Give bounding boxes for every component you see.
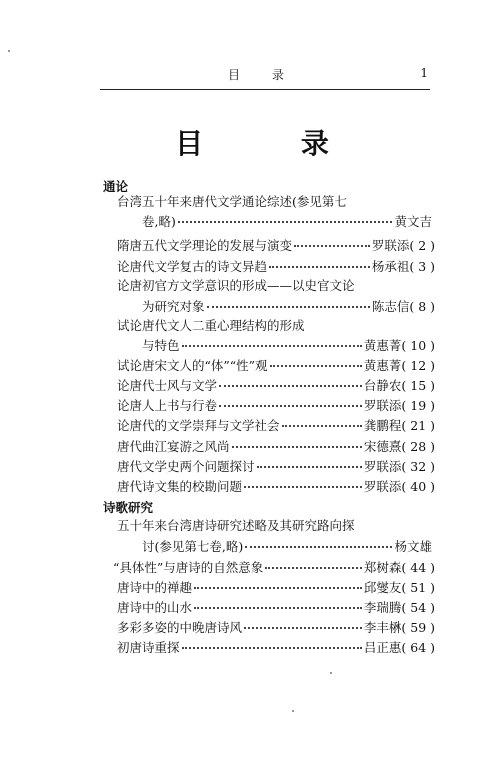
toc-entry-author: 郑树森( 44 ) [363, 560, 435, 575]
leader-dots [219, 385, 362, 387]
leader-dots [269, 266, 370, 268]
scan-speck [8, 50, 10, 52]
toc-entry[interactable] [117, 257, 435, 277]
toc-entry-title: 试论唐宋文人的“体”“性”观 [117, 358, 268, 373]
toc-entry[interactable] [117, 457, 435, 477]
leader-dots [182, 345, 362, 347]
toc-entry[interactable] [117, 638, 435, 658]
toc-entry[interactable] [117, 236, 435, 256]
leader-dots [194, 607, 362, 609]
leader-dots [182, 647, 362, 649]
running-header-title: 目 录 [228, 68, 298, 82]
toc-entry[interactable] [117, 356, 435, 376]
page-title: 目 录 [175, 127, 373, 160]
leader-dots [265, 567, 362, 569]
toc-entry-line1: 五十年来台湾唐诗研究述略及其研究路向探 [117, 518, 355, 533]
toc-entry-title: 唐代诗文集的校勘问题 [117, 479, 243, 494]
toc-entry[interactable] [117, 437, 435, 457]
leader-dots [219, 405, 362, 407]
leader-dots [245, 546, 392, 548]
toc-entry-title: 唐代曲江宴游之风尚 [117, 439, 230, 454]
toc-entry-author: 杨文雄 [394, 539, 432, 554]
toc-entry-line1: 台湾五十年来唐代文学通论综述(参见第七 [117, 194, 347, 209]
leader-dots [207, 306, 370, 308]
toc-entry-author: 李丰楙( 59 ) [363, 620, 435, 635]
leader-dots [232, 446, 362, 448]
page-number: 1 [420, 66, 428, 80]
toc-entry-author: 罗联添( 2 ) [371, 238, 435, 253]
toc-entry-author: 邱燮友( 51 ) [363, 580, 435, 595]
toc-entry-author: 吕正惠( 64 ) [363, 640, 435, 655]
toc-entry-title: 为研究对象 [142, 299, 205, 314]
leader-dots [244, 627, 362, 629]
toc-entry-title: 隋唐五代文学理论的发展与演变 [117, 238, 293, 253]
toc-entry-title: 讨(参见第七卷,略) [142, 539, 244, 554]
leader-dots [257, 466, 362, 468]
toc-entry-title: 论唐代文学复古的诗文异趋 [117, 259, 268, 274]
toc-entry[interactable] [117, 416, 435, 436]
toc-entry-author: 宋德熹( 28 ) [363, 439, 435, 454]
toc-entry[interactable] [117, 618, 435, 638]
toc-entry-title: 唐诗中的山水 [117, 600, 193, 615]
leader-dots [178, 221, 393, 223]
toc-entry-line1: 论唐初官方文学意识的形成——以史官文论 [117, 278, 355, 293]
toc-entry[interactable] [117, 578, 435, 598]
toc-entry[interactable] [117, 598, 435, 618]
leader-dots [270, 365, 362, 367]
toc-entry-line1: 试论唐代文人二重心理结构的形成 [117, 318, 305, 333]
toc-entry-title: 唐诗中的禅趣 [117, 580, 193, 595]
toc-entry[interactable] [142, 336, 435, 356]
scan-speck [330, 672, 332, 674]
toc-entry-title: 论唐代的文学崇拜与文学社会 [117, 418, 280, 433]
toc-entry-title: 与特色 [142, 338, 180, 353]
toc-entry[interactable] [142, 212, 432, 232]
toc-entry-title: 卷,略) [142, 214, 176, 229]
toc-entry[interactable] [117, 477, 435, 497]
section-heading-general: 通论 [103, 179, 129, 194]
toc-entry[interactable] [117, 396, 435, 416]
toc-entry-author: 黄惠菁( 10 ) [363, 338, 435, 353]
toc-entry-title: 论唐代士风与文学 [117, 378, 218, 393]
toc-entry-author: 黄惠菁( 12 ) [363, 358, 435, 373]
toc-entry[interactable] [142, 537, 432, 557]
toc-entry-title: 论唐人上书与行卷 [117, 398, 218, 413]
toc-entry-title: “具体性”与唐诗的自然意象 [113, 560, 264, 575]
scan-speck [292, 710, 294, 712]
leader-dots [194, 587, 362, 589]
toc-entry-author: 李瑞腾( 54 ) [363, 600, 435, 615]
leader-dots [244, 486, 362, 488]
toc-entry-author: 台静农( 15 ) [363, 378, 435, 393]
toc-entry[interactable] [142, 297, 435, 317]
toc-entry[interactable] [117, 376, 435, 396]
toc-entry-title: 初唐诗重探 [117, 640, 180, 655]
toc-entry-author: 杨承祖( 3 ) [371, 259, 435, 274]
toc-entry-title: 唐代文学史两个问题探讨 [117, 459, 255, 474]
toc-entry-author: 陈志信( 8 ) [371, 299, 435, 314]
section-heading-poetry: 诗歌研究 [103, 500, 154, 515]
toc-entry-author: 黄文吉 [394, 214, 432, 229]
leader-dots [282, 425, 362, 427]
toc-entry-author: 罗联添( 32 ) [363, 459, 435, 474]
toc-entry-author: 龚鹏程( 21 ) [363, 418, 435, 433]
leader-dots [294, 245, 370, 247]
toc-entry-author: 罗联添( 19 ) [363, 398, 435, 413]
toc-entry-author: 罗联添( 40 ) [363, 479, 435, 494]
toc-entry-title: 多彩多姿的中晚唐诗风 [117, 620, 243, 635]
toc-entry[interactable] [113, 558, 435, 578]
